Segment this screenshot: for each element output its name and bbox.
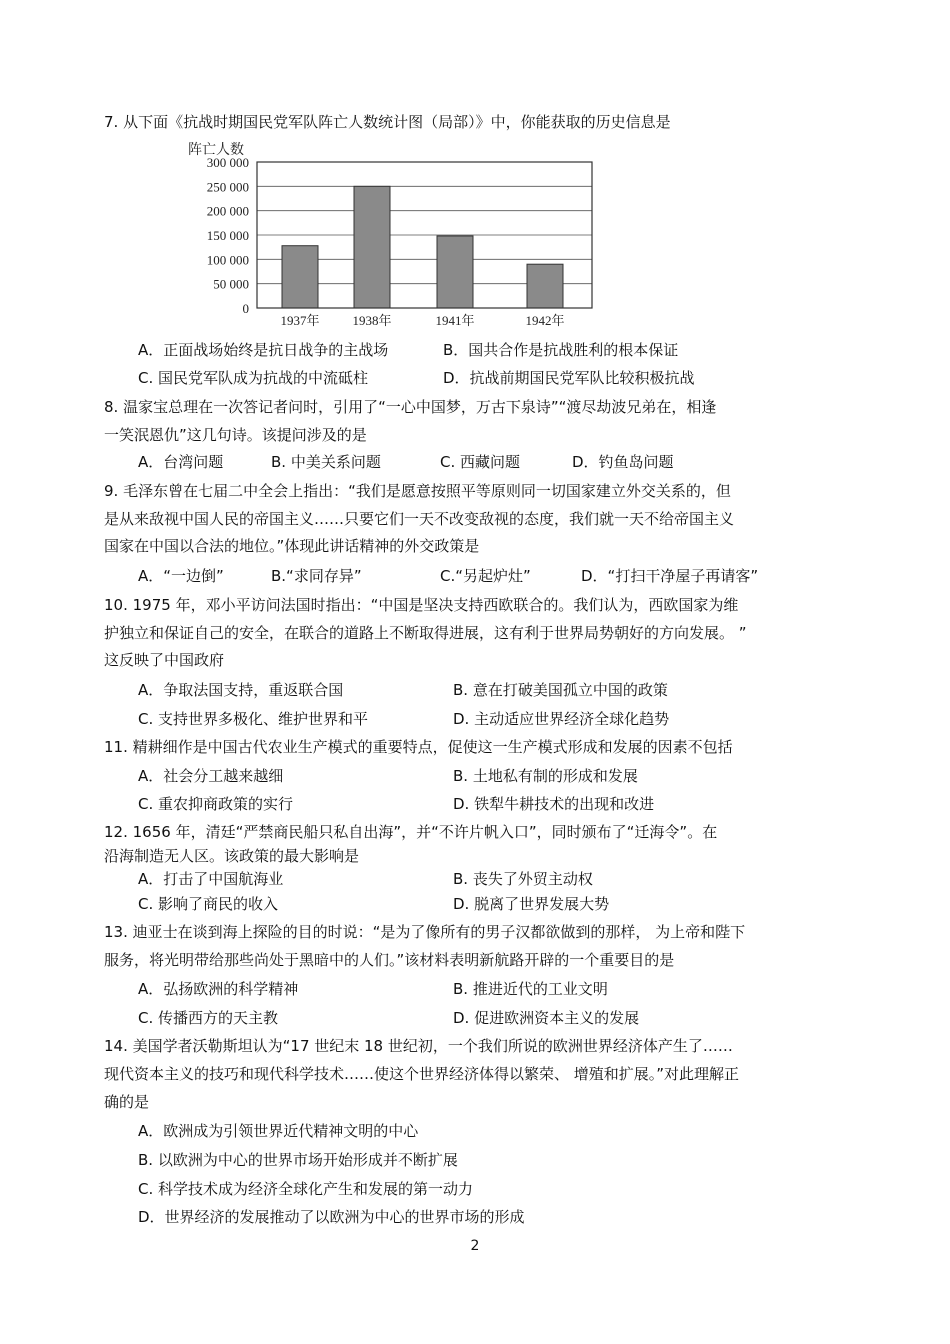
q9-option-b: B.“求同存异” <box>271 567 362 585</box>
chart-bars <box>282 186 563 308</box>
question-13-stem-line2: 服务，将光明带给那些尚处于黑暗中的人们。”该材料表明新航路开辟的一个重要目的是 <box>104 951 675 969</box>
q8-option-c: C. 西藏问题 <box>440 453 521 471</box>
chart-ylabel: 阵亡人数 <box>188 143 244 158</box>
q13-option-c: C. 传播西方的天主教 <box>138 1009 279 1027</box>
q7-option-a: A．正面战场始终是抗日战争的主战场 <box>138 341 389 359</box>
question-10-stem-line1: 10. 1975 年，邓小平访问法国时指出：“中国是坚决支持西欧联合的。我们认为，西欧国家为维 <box>104 596 739 614</box>
q7-option-b: B．国共合作是抗战胜利的根本保证 <box>443 341 679 359</box>
q8-option-a: A．台湾问题 <box>138 453 224 471</box>
q11-option-a: A．社会分工越来越细 <box>138 767 284 785</box>
chart-ytick-label: 300 000 <box>206 155 249 170</box>
question-14-stem-line1: 14. 美国学者沃勒斯坦认为“17 世纪末 18 世纪初，一个我们所说的欧洲世界经济体产生了…… <box>104 1037 733 1055</box>
q12-option-d: D. 脱离了世界发展大势 <box>453 895 610 913</box>
question-12-stem-line2: 沿海制造无人区。该政策的最大影响是 <box>104 847 360 865</box>
page-number: 2 <box>470 1238 480 1254</box>
q9-option-d: D．“打扫干净屋子再请客” <box>581 567 759 585</box>
q9-option-c: C.“另起炉灶” <box>440 567 531 585</box>
q13-option-d: D. 促进欧洲资本主义的发展 <box>453 1009 640 1027</box>
chart-svg <box>180 140 600 330</box>
chart-xtick-label: 1941年 <box>435 313 475 328</box>
chart-bar <box>527 264 563 308</box>
question-8-stem-line2: 一笑泯恩仇”这几句诗。该提问涉及的是 <box>104 426 367 444</box>
q14-option-b: B. 以欧洲为中心的世界市场开始形成并不断扩展 <box>138 1151 458 1169</box>
question-9-stem-line2: 是从来敌视中国人民的帝国主义……只要它们一天不改变敌视的态度，我们就一天不给帝国主义 <box>104 510 735 528</box>
chart-bar <box>437 236 473 308</box>
question-8-stem-line1: 8. 温家宝总理在一次答记者问时，引用了“一心中国梦，万古下泉诗”“渡尽劫波兄弟在，相逢 <box>104 398 717 416</box>
question-13-stem-line1: 13. 迪亚士在谈到海上探险的目的时说：“是为了像所有的男子汉都欲做到的那样， 为上帝和陛下 <box>104 923 746 941</box>
q10-option-b: B. 意在打破美国孤立中国的政策 <box>453 681 668 699</box>
q8-option-d: D．钓鱼岛问题 <box>572 453 674 471</box>
question-12-stem-line1: 12. 1656 年，清廷“严禁商民船只私自出海”，并“不许片帆入口”，同时颁布了“迁海令”。在 <box>104 823 718 841</box>
chart-ytick-label: 0 <box>242 301 249 316</box>
chart-ytick-label: 150 000 <box>206 228 249 243</box>
casualty-bar-chart <box>180 140 600 330</box>
q14-option-a: A．欧洲成为引领世界近代精神文明的中心 <box>138 1122 419 1140</box>
q10-option-c: C. 支持世界多极化、维护世界和平 <box>138 710 369 728</box>
question-9-stem-line3: 国家在中国以合法的地位。”体现此讲话精神的外交政策是 <box>104 537 480 555</box>
q9-option-a: A．“一边倒” <box>138 567 224 585</box>
question-9-stem-line1: 9. 毛泽东曾在七届二中全会上指出：“我们是愿意按照平等原则同一切国家建立外交关系的，但 <box>104 482 731 500</box>
chart-xtick-label: 1938年 <box>352 313 392 328</box>
q13-option-b: B. 推进近代的工业文明 <box>453 980 608 998</box>
q14-option-d: D．世界经济的发展推动了以欧洲为中心的世界市场的形成 <box>138 1208 525 1226</box>
q10-option-a: A．争取法国支持，重返联合国 <box>138 681 344 699</box>
q12-option-c: C. 影响了商民的收入 <box>138 895 279 913</box>
chart-xticks <box>280 313 564 328</box>
q12-option-b: B. 丧失了外贸主动权 <box>453 870 593 888</box>
chart-ytick-label: 50 000 <box>213 276 249 292</box>
question-11-stem: 11. 精耕细作是中国古代农业生产模式的重要特点，促使这一生产模式形成和发展的因素不包括 <box>104 738 733 756</box>
chart-xtick-label: 1937年 <box>280 313 320 328</box>
q10-option-d: D. 主动适应世界经济全球化趋势 <box>453 710 670 728</box>
q13-option-a: A．弘扬欧洲的科学精神 <box>138 980 299 998</box>
chart-ytick-label: 200 000 <box>206 203 249 219</box>
q14-option-c: C. 科学技术成为经济全球化产生和发展的第一动力 <box>138 1180 474 1198</box>
q8-option-b: B. 中美关系问题 <box>271 453 381 471</box>
q7-option-d: D．抗战前期国民党军队比较积极抗战 <box>443 369 695 387</box>
chart-xtick-label: 1942年 <box>525 313 565 328</box>
q11-option-d: D. 铁犁牛耕技术的出现和改进 <box>453 795 655 813</box>
q7-option-c: C. 国民党军队成为抗战的中流砥柱 <box>138 369 369 387</box>
q11-option-c: C. 重农抑商政策的实行 <box>138 795 294 813</box>
question-10-stem-line2: 护独立和保证自己的安全，在联合的道路上不断取得进展，这有利于世界局势朝好的方向发展。 ” <box>104 624 747 642</box>
chart-ytick-label: 100 000 <box>206 252 249 268</box>
chart-bar <box>282 246 318 308</box>
q11-option-b: B. 土地私有制的形成和发展 <box>453 767 638 785</box>
question-14-stem-line2: 现代资本主义的技巧和现代科学技术……使这个世界经济体得以繁荣、 增殖和扩展。”对此理解正 <box>104 1065 740 1083</box>
chart-yticks <box>207 155 249 316</box>
question-10-stem-line3: 这反映了中国政府 <box>104 651 225 669</box>
chart-bar <box>354 186 390 308</box>
question-14-stem-line3: 确的是 <box>104 1093 150 1111</box>
question-7-stem: 7. 从下面《抗战时期国民党军队阵亡人数统计图（局部）》中，你能获取的历史信息是 <box>104 113 671 131</box>
q12-option-a: A．打击了中国航海业 <box>138 870 284 888</box>
chart-ytick-label: 250 000 <box>206 179 249 195</box>
